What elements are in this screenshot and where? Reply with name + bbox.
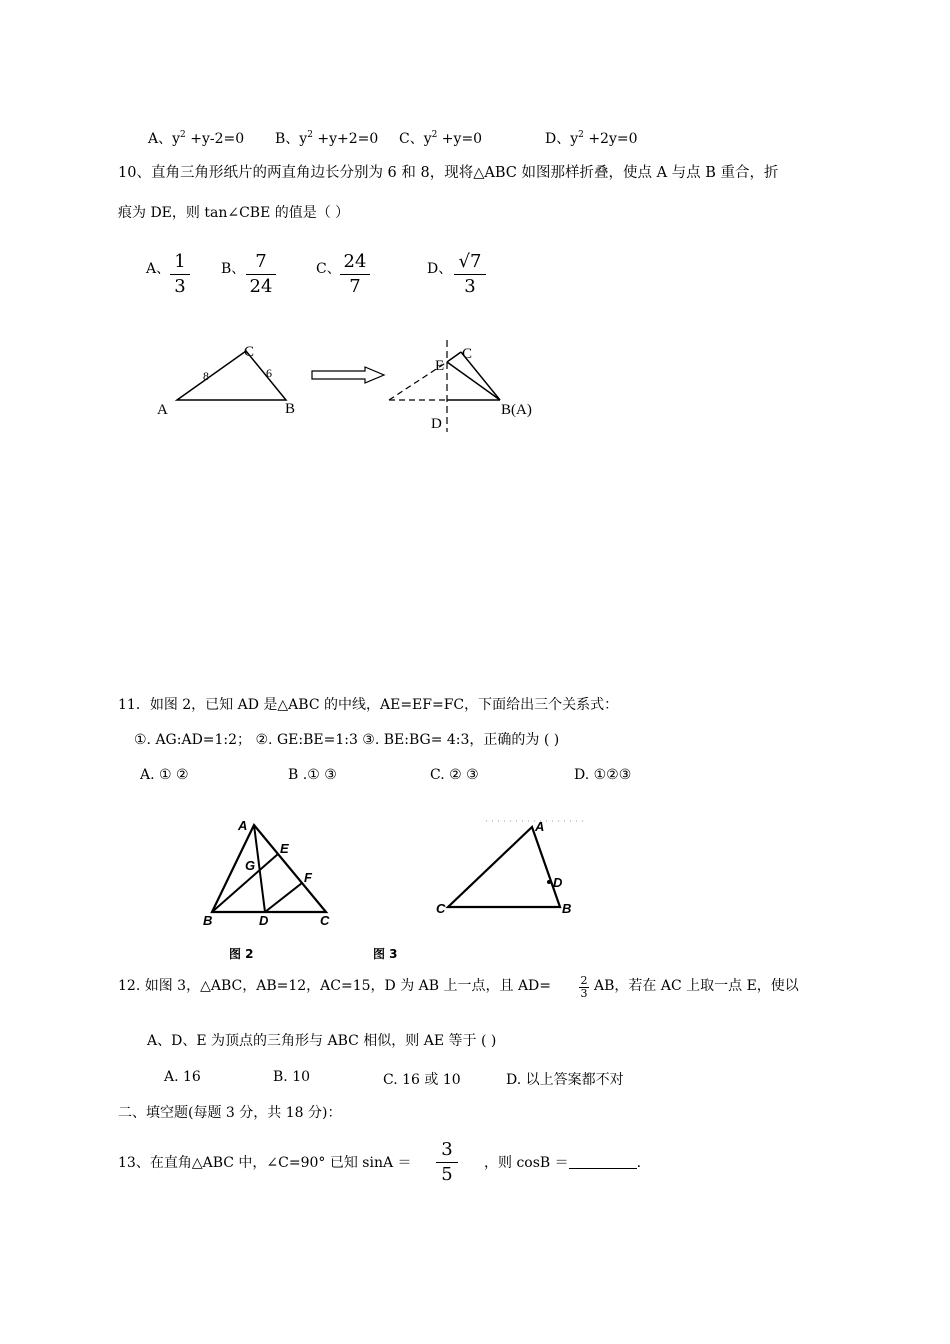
q10-option-b-fraction	[246, 250, 276, 299]
q10-text-line2: 痕为 DE，则 tan∠CBE 的值是（ ）	[118, 205, 350, 221]
fraction-numerator: 3	[436, 1138, 458, 1163]
label-c: C	[244, 344, 255, 360]
label-f: F	[304, 870, 312, 885]
q13-text-b-label: ，则 cosB ＝	[484, 1155, 569, 1171]
q13-end: .	[636, 1155, 642, 1171]
q11-option-a: A. ① ②	[140, 767, 189, 783]
q11-text-line1: 11．如图 2，已知 AD 是△ABC 的中线，AE=EF=FC，下面给出三个关系式：	[118, 697, 619, 713]
q10-option-a-label: A、	[146, 261, 171, 277]
label-d: D	[553, 875, 563, 890]
fraction-denominator: 3	[464, 276, 476, 297]
figure-3	[430, 815, 600, 925]
q9-option-a: A、$y^2 +y-2=0$	[148, 130, 245, 147]
q12-text-line1-b: AB，若在 AC 上取一点 E，使以	[594, 978, 799, 994]
fraction-denominator: 3	[174, 276, 186, 297]
label-side-6: 6	[266, 366, 272, 380]
label-a: A	[238, 818, 248, 833]
segment-df	[265, 883, 302, 912]
q11-text-line2: ①. AG:AD=1:2； ②. GE:BE=1:3 ③. BE:BG= 4:3，正确的为 ( )	[134, 732, 560, 748]
point-d	[547, 880, 551, 884]
label-b-a: B(A)	[501, 402, 532, 418]
figure-2	[200, 815, 340, 930]
label-c: C	[462, 346, 473, 362]
fraction-denominator: 3	[580, 987, 588, 1000]
label-d: D	[431, 416, 442, 432]
figure-2-caption: 图 2	[229, 947, 254, 961]
fraction-numerator: √7	[454, 250, 486, 275]
answer-blank[interactable]	[569, 1154, 637, 1169]
q12-text-line1-a: 12. 如图 3，△ABC，AB=12，AC=15，D 为 AB 上一点，且 AD=	[118, 978, 552, 994]
q13-text-b	[484, 1154, 641, 1172]
fraction-denominator: 5	[441, 1164, 453, 1185]
q10-text-line1: 10、直角三角形纸片的两直角边长分别为 6 和 8，现将△ABC 如图那样折叠，使点 A 与点 B 重合，折	[118, 165, 779, 181]
q12-text-line2: A、D、E 为顶点的三角形与 ABC 相似，则 AE 等于 ( )	[147, 1033, 497, 1049]
q12-option-a: A. 16	[164, 1069, 201, 1085]
q10-option-c-label: C、	[316, 261, 341, 277]
label-a: A	[157, 402, 168, 418]
q11-option-b: B .① ③	[288, 767, 337, 783]
fraction-denominator: 7	[349, 276, 361, 297]
triangle-abc	[448, 827, 560, 907]
label-b: B	[285, 401, 296, 417]
q12-fraction	[579, 975, 589, 1000]
label-e: E	[435, 358, 445, 374]
q10-option-b-label: B、	[221, 261, 246, 277]
q11-option-d: D. ①②③	[574, 767, 632, 783]
fold-arrow-icon	[310, 365, 390, 385]
label-g: G	[245, 858, 256, 873]
fraction-numerator: 7	[246, 250, 276, 275]
label-b: B	[203, 913, 213, 928]
q9-option-b: B、$y^2 +y+2=0$	[275, 130, 379, 147]
q10-option-a-fraction	[170, 250, 190, 299]
section-2-title: 二、填空题(每题 3 分，共 18 分)：	[118, 1105, 342, 1121]
segment-ec	[447, 352, 461, 362]
q9-option-d: D、$y^2 +2y=0$	[545, 130, 638, 147]
label-c: C	[320, 913, 330, 928]
fraction-numerator: 1	[170, 250, 190, 275]
label-side-8: 8	[203, 369, 209, 383]
q10-option-d-label: D、	[427, 261, 453, 277]
q13-fraction	[436, 1138, 458, 1187]
fraction-numerator: 24	[340, 250, 370, 275]
q13-text-a: 13、在直角△ABC 中，∠C=90° 已知 sinA ＝	[118, 1155, 412, 1171]
q11-option-c: C. ② ③	[430, 767, 479, 783]
label-e: E	[280, 841, 289, 856]
label-c: C	[436, 901, 446, 916]
q10-option-c-fraction	[340, 250, 370, 299]
label-d: D	[259, 913, 269, 928]
q10-folded-figure	[385, 340, 545, 435]
q12-option-b: B. 10	[273, 1069, 311, 1085]
label-a: A	[535, 819, 545, 834]
fraction-numerator: 2	[580, 974, 588, 987]
triangle-abc	[212, 825, 326, 912]
figure-3-caption: 图 3	[373, 947, 398, 961]
q12-option-d: D. 以上答案都不对	[506, 1072, 624, 1088]
q9-option-c: C、$y^2 +y=0$	[399, 130, 483, 147]
q10-option-d-fraction	[454, 250, 486, 299]
median-ad	[254, 825, 265, 912]
label-b: B	[562, 901, 572, 916]
q12-option-c: C. 16 或 10	[383, 1072, 461, 1088]
q10-triangle-figure	[150, 340, 310, 425]
fraction-denominator: 24	[249, 276, 273, 297]
